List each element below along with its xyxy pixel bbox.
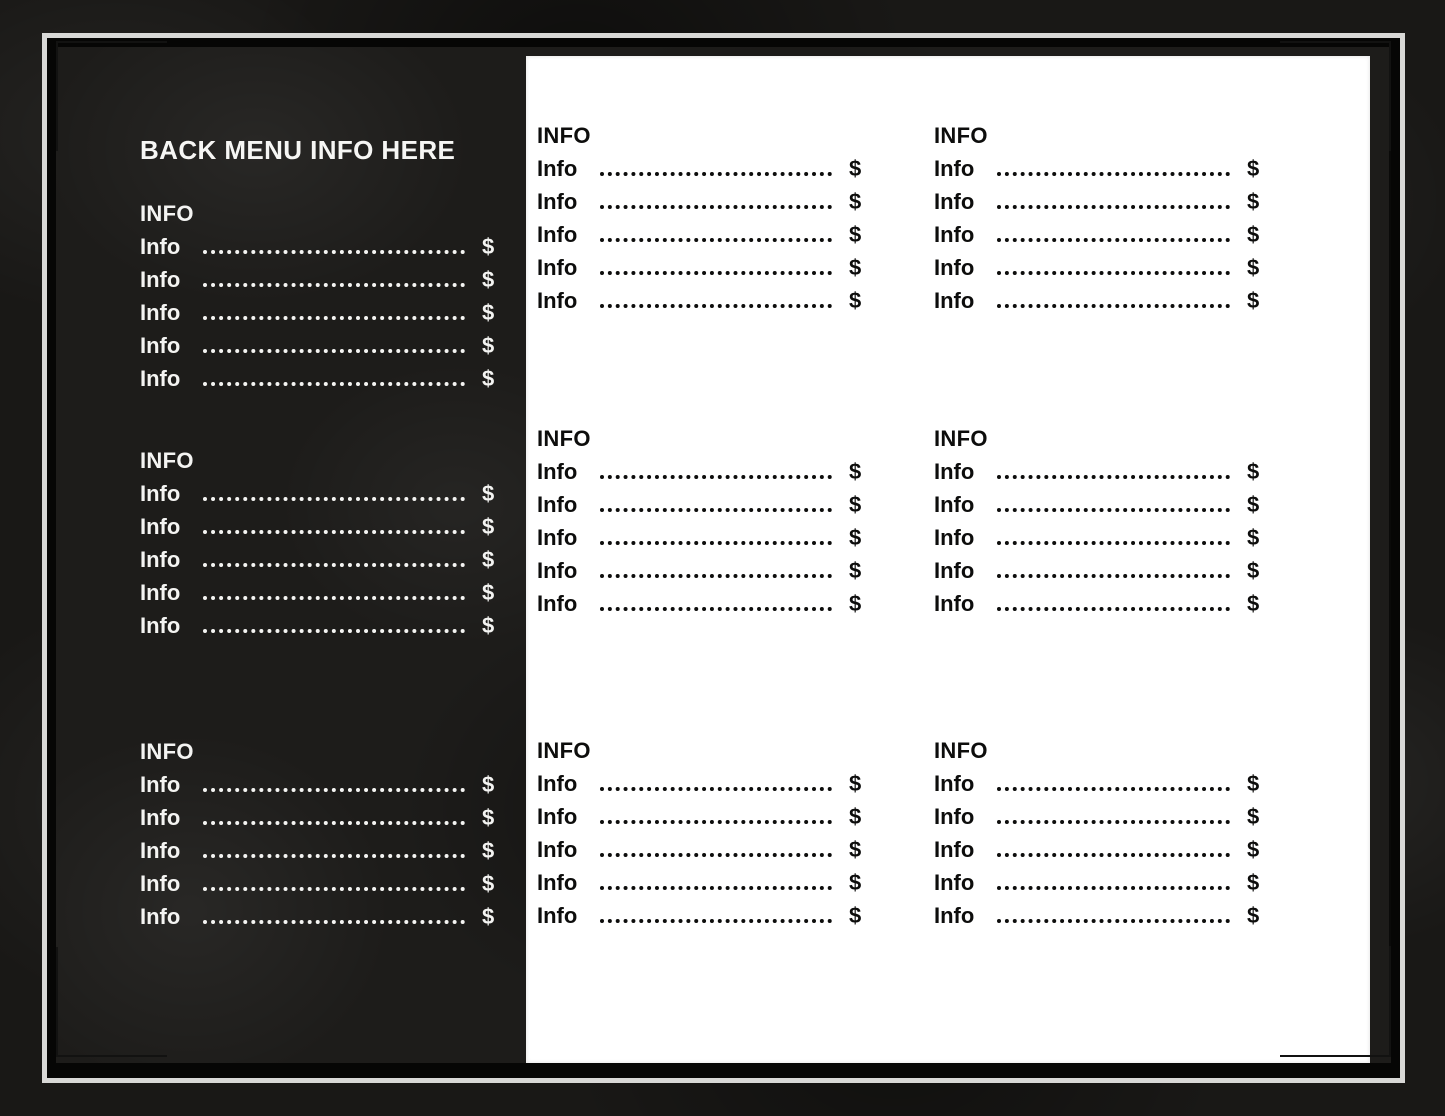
menu-item-row <box>140 362 502 395</box>
menu-item-row <box>537 554 869 587</box>
item-label: Info <box>934 491 975 517</box>
item-price: $ <box>849 836 862 862</box>
menu-item-row <box>934 800 1267 833</box>
item-label: Info <box>140 365 181 391</box>
item-price: $ <box>1247 221 1260 247</box>
section-header: INFO <box>537 425 591 451</box>
item-label: Info <box>537 836 578 862</box>
item-label: Info <box>537 491 578 517</box>
item-price: $ <box>849 458 862 484</box>
menu-item-row <box>537 455 869 488</box>
item-label: Info <box>934 770 975 796</box>
item-label: Info <box>140 513 181 539</box>
dotted-leader <box>203 563 465 567</box>
menu-item-row <box>934 455 1267 488</box>
item-price: $ <box>482 299 495 325</box>
item-label: Info <box>537 287 578 313</box>
item-price: $ <box>482 579 495 605</box>
section-rows <box>140 768 502 933</box>
item-price: $ <box>849 188 862 214</box>
dotted-leader <box>203 920 465 924</box>
item-label: Info <box>140 837 181 863</box>
left-section-3 <box>140 735 502 933</box>
dotted-leader <box>997 205 1230 209</box>
item-price: $ <box>1247 590 1260 616</box>
menu-item-row <box>140 801 502 834</box>
menu-item-row <box>537 587 869 620</box>
item-label: Info <box>140 903 181 929</box>
item-label: Info <box>934 155 975 181</box>
dotted-leader <box>600 205 832 209</box>
section-rows <box>537 455 869 620</box>
dotted-leader <box>203 788 465 792</box>
section-header: INFO <box>140 447 194 473</box>
item-price: $ <box>482 612 495 638</box>
dotted-leader <box>600 172 832 176</box>
item-label: Info <box>140 870 181 896</box>
menu-item-row <box>140 576 502 609</box>
item-price: $ <box>482 837 495 863</box>
item-price: $ <box>1247 770 1260 796</box>
item-price: $ <box>482 903 495 929</box>
item-price: $ <box>1247 287 1260 313</box>
menu-item-row <box>934 899 1267 932</box>
menu-item-row <box>140 477 502 510</box>
dotted-leader <box>600 508 832 512</box>
menu-item-row <box>140 263 502 296</box>
item-price: $ <box>849 770 862 796</box>
item-price: $ <box>1247 491 1260 517</box>
item-label: Info <box>140 332 181 358</box>
menu-item-row <box>934 866 1267 899</box>
dotted-leader <box>203 283 465 287</box>
item-label: Info <box>537 524 578 550</box>
item-price: $ <box>482 332 495 358</box>
menu-item-row <box>537 185 869 218</box>
section-rows <box>934 152 1267 317</box>
item-price: $ <box>849 155 862 181</box>
item-price: $ <box>849 221 862 247</box>
item-label: Info <box>140 612 181 638</box>
white-col2-section-2 <box>934 422 1267 620</box>
dotted-leader <box>203 497 465 501</box>
item-label: Info <box>140 546 181 572</box>
item-label: Info <box>934 590 975 616</box>
item-price: $ <box>482 233 495 259</box>
item-price: $ <box>482 480 495 506</box>
item-price: $ <box>849 869 862 895</box>
item-label: Info <box>537 590 578 616</box>
dotted-leader <box>600 541 832 545</box>
menu-item-row <box>934 284 1267 317</box>
item-price: $ <box>1247 557 1260 583</box>
item-label: Info <box>537 254 578 280</box>
menu-item-row <box>537 800 869 833</box>
item-label: Info <box>934 803 975 829</box>
menu-item-row <box>934 554 1267 587</box>
item-price: $ <box>482 771 495 797</box>
dotted-leader <box>203 629 465 633</box>
item-label: Info <box>934 254 975 280</box>
item-price: $ <box>849 491 862 517</box>
item-label: Info <box>140 771 181 797</box>
menu-item-row <box>934 185 1267 218</box>
item-label: Info <box>934 869 975 895</box>
menu-item-row <box>537 488 869 521</box>
dotted-leader <box>203 596 465 600</box>
item-price: $ <box>482 266 495 292</box>
item-price: $ <box>1247 155 1260 181</box>
item-price: $ <box>1247 188 1260 214</box>
dotted-leader <box>600 820 832 824</box>
item-label: Info <box>537 770 578 796</box>
item-label: Info <box>934 458 975 484</box>
menu-item-row <box>537 899 869 932</box>
dotted-leader <box>997 787 1230 791</box>
section-rows <box>537 152 869 317</box>
item-price: $ <box>482 365 495 391</box>
dotted-leader <box>997 304 1230 308</box>
menu-item-row <box>934 152 1267 185</box>
item-price: $ <box>1247 524 1260 550</box>
dotted-leader <box>600 607 832 611</box>
menu-item-row <box>140 230 502 263</box>
menu-item-row <box>934 587 1267 620</box>
item-label: Info <box>140 299 181 325</box>
white-col1-section-2 <box>537 422 869 620</box>
dotted-leader <box>203 887 465 891</box>
section-rows <box>934 455 1267 620</box>
item-price: $ <box>1247 458 1260 484</box>
item-price: $ <box>1247 869 1260 895</box>
white-col1-section-1 <box>537 119 869 317</box>
section-header: INFO <box>140 200 194 226</box>
item-label: Info <box>537 458 578 484</box>
menu-item-row <box>934 521 1267 554</box>
section-header: INFO <box>934 737 988 763</box>
item-label: Info <box>537 188 578 214</box>
section-rows <box>140 477 502 642</box>
menu-item-row <box>537 521 869 554</box>
white-col2-section-1 <box>934 119 1267 317</box>
section-header: INFO <box>934 425 988 451</box>
left-section-1 <box>140 197 502 395</box>
section-rows <box>140 230 502 395</box>
menu-item-row <box>537 251 869 284</box>
item-price: $ <box>849 524 862 550</box>
menu-item-row <box>537 152 869 185</box>
dotted-leader <box>203 530 465 534</box>
dotted-leader <box>997 574 1230 578</box>
menu-item-row <box>934 251 1267 284</box>
dotted-leader <box>600 304 832 308</box>
item-label: Info <box>934 221 975 247</box>
menu-item-row <box>140 768 502 801</box>
dotted-leader <box>203 382 465 386</box>
menu-item-row <box>140 900 502 933</box>
dotted-leader <box>203 349 465 353</box>
corner-bracket-top-right <box>1280 41 1391 151</box>
section-rows <box>537 767 869 932</box>
dotted-leader <box>997 853 1230 857</box>
dotted-leader <box>600 853 832 857</box>
dotted-leader <box>600 271 832 275</box>
inner-hairline-right <box>1389 150 1391 947</box>
item-price: $ <box>1247 803 1260 829</box>
item-label: Info <box>140 266 181 292</box>
item-price: $ <box>849 590 862 616</box>
item-price: $ <box>482 546 495 572</box>
dotted-leader <box>203 250 465 254</box>
dotted-leader <box>203 821 465 825</box>
item-label: Info <box>934 287 975 313</box>
item-price: $ <box>1247 836 1260 862</box>
menu-item-row <box>934 488 1267 521</box>
menu-item-row <box>934 218 1267 251</box>
dotted-leader <box>997 541 1230 545</box>
item-price: $ <box>482 870 495 896</box>
item-label: Info <box>537 869 578 895</box>
menu-item-row <box>140 510 502 543</box>
item-price: $ <box>482 513 495 539</box>
dotted-leader <box>997 919 1230 923</box>
section-header: INFO <box>537 737 591 763</box>
item-label: Info <box>537 221 578 247</box>
item-label: Info <box>934 524 975 550</box>
menu-item-row <box>537 866 869 899</box>
menu-title: BACK MENU INFO HERE <box>140 135 456 165</box>
item-price: $ <box>849 557 862 583</box>
section-header: INFO <box>140 738 194 764</box>
menu-item-row <box>140 609 502 642</box>
item-label: Info <box>537 902 578 928</box>
dotted-leader <box>997 607 1230 611</box>
item-price: $ <box>849 254 862 280</box>
dotted-leader <box>203 854 465 858</box>
item-price: $ <box>849 287 862 313</box>
menu-item-row <box>140 296 502 329</box>
item-price: $ <box>1247 902 1260 928</box>
menu-item-row <box>140 329 502 362</box>
dotted-leader <box>600 475 832 479</box>
item-label: Info <box>537 557 578 583</box>
menu-item-row <box>140 834 502 867</box>
menu-item-row <box>140 543 502 576</box>
item-label: Info <box>934 557 975 583</box>
item-label: Info <box>934 188 975 214</box>
section-header: INFO <box>934 122 988 148</box>
dotted-leader <box>600 574 832 578</box>
item-label: Info <box>140 480 181 506</box>
menu-item-row <box>537 218 869 251</box>
dotted-leader <box>203 316 465 320</box>
menu-item-row <box>537 767 869 800</box>
item-price: $ <box>1247 254 1260 280</box>
dotted-leader <box>997 475 1230 479</box>
item-label: Info <box>140 804 181 830</box>
dotted-leader <box>600 919 832 923</box>
menu-item-row <box>140 867 502 900</box>
menu-item-row <box>934 833 1267 866</box>
white-col1-section-3 <box>537 734 869 932</box>
corner-bracket-bottom-right <box>1280 946 1391 1057</box>
dotted-leader <box>997 820 1230 824</box>
dotted-leader <box>997 271 1230 275</box>
corner-bracket-bottom-left <box>56 947 167 1057</box>
dotted-leader <box>997 238 1230 242</box>
menu-item-row <box>934 767 1267 800</box>
white-col2-section-3 <box>934 734 1267 932</box>
section-rows <box>934 767 1267 932</box>
item-price: $ <box>849 803 862 829</box>
left-section-2 <box>140 444 502 642</box>
menu-item-row <box>537 284 869 317</box>
section-header: INFO <box>537 122 591 148</box>
item-label: Info <box>140 579 181 605</box>
dotted-leader <box>997 508 1230 512</box>
item-price: $ <box>849 902 862 928</box>
item-label: Info <box>537 155 578 181</box>
dotted-leader <box>600 886 832 890</box>
menu-item-row <box>537 833 869 866</box>
item-label: Info <box>140 233 181 259</box>
item-label: Info <box>934 836 975 862</box>
dotted-leader <box>600 238 832 242</box>
item-price: $ <box>482 804 495 830</box>
item-label: Info <box>934 902 975 928</box>
dotted-leader <box>997 886 1230 890</box>
dotted-leader <box>600 787 832 791</box>
dotted-leader <box>997 172 1230 176</box>
item-label: Info <box>537 803 578 829</box>
